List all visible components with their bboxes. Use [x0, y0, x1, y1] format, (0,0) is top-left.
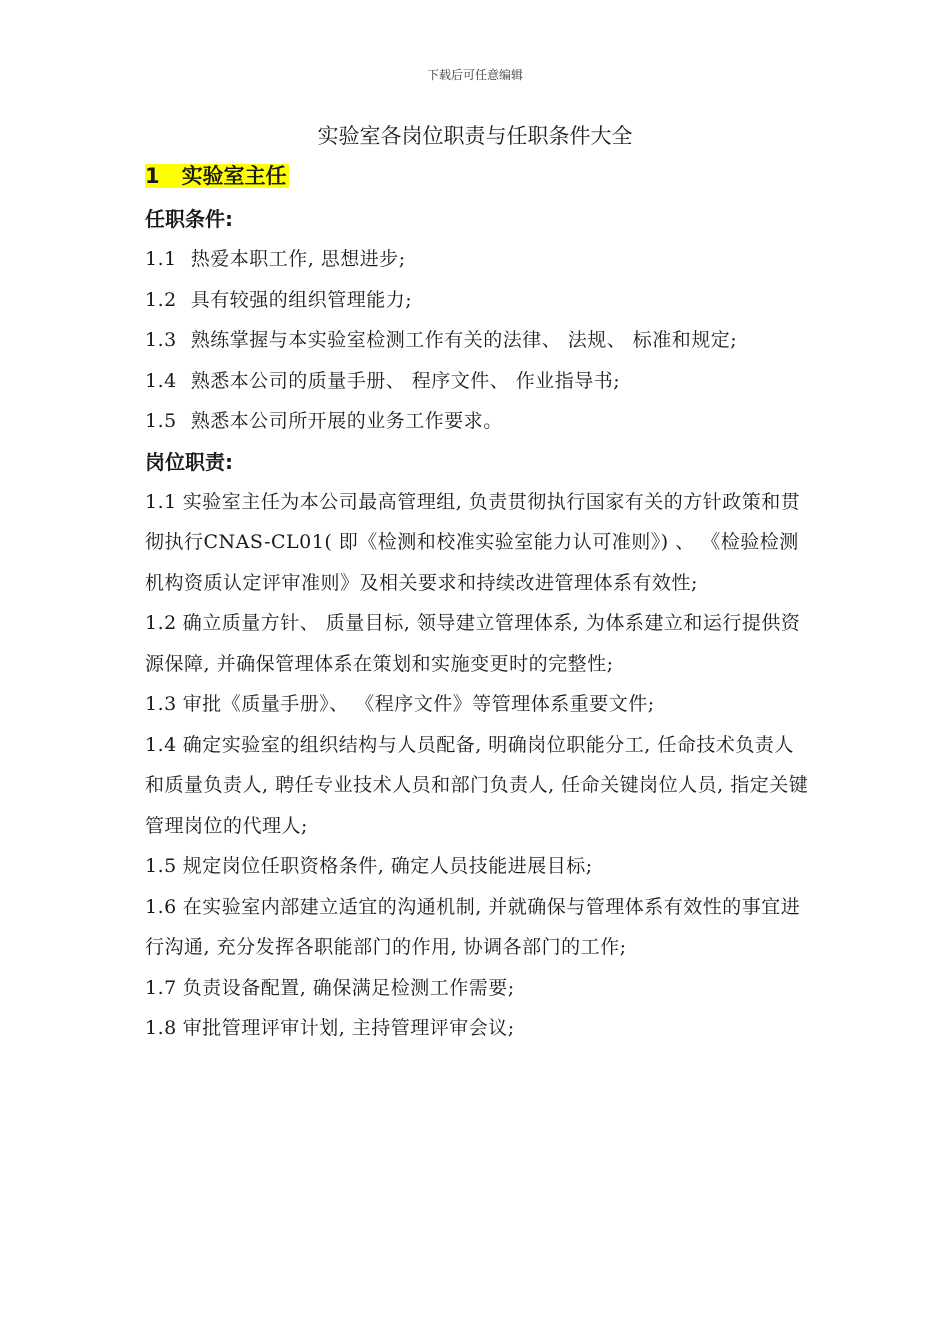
- item-text: 规定岗位任职资格条件, 确定人员技能进展目标;: [182, 855, 593, 877]
- duties-heading: 岗位职责:: [145, 449, 233, 474]
- duty-item: [145, 603, 810, 684]
- qualification-item: [145, 361, 810, 402]
- item-text: 实验室主任为本公司最高管理组, 负责贯彻执行国家有关的方针政策和贯彻执行CNAS-CL01( 即《检测和校准实验室能力认可准则》) 、 《检验检测机构资质认定评审准则》及相关要求和持续改进管理体系有效性;: [145, 490, 801, 594]
- item-number: 1.4: [145, 733, 177, 756]
- item-text: 确定实验室的组织结构与人员配备, 明确岗位职能分工, 任命技术负责人和质量负责人, 聘任专业技术人员和部门负责人, 任命关键岗位人员, 指定关键管理岗位的代理人;: [145, 733, 809, 837]
- duty-item: [145, 968, 810, 1009]
- item-number: 1.1: [145, 248, 177, 270]
- item-text: 热爱本职工作, 思想进步;: [190, 248, 406, 270]
- qualification-item: [145, 239, 810, 280]
- item-number: 1.3: [145, 329, 177, 351]
- section-heading: [145, 159, 810, 199]
- item-number: 1.2: [145, 612, 177, 634]
- item-number: 1.5: [145, 855, 177, 877]
- item-text: 审批《质量手册》、 《程序文件》等管理体系重要文件;: [182, 693, 655, 715]
- item-number: 1.1: [145, 490, 177, 513]
- duty-item: [145, 684, 810, 725]
- item-number: 1.8: [145, 1017, 177, 1039]
- item-number: 1.6: [145, 895, 177, 918]
- item-number: 1.4: [145, 369, 177, 392]
- document-body: [145, 159, 810, 1049]
- item-number: 1.5: [145, 410, 177, 432]
- duty-item: [145, 725, 810, 847]
- item-text: 具有较强的组织管理能力;: [190, 288, 413, 311]
- qualification-item: [145, 280, 810, 321]
- item-text: 负责设备配置, 确保满足检测工作需要;: [182, 976, 515, 999]
- qualification-item: [145, 401, 810, 442]
- duties-list: [145, 482, 810, 1049]
- item-number: 1.7: [145, 976, 177, 999]
- item-number: 1.2: [145, 288, 177, 311]
- item-text: 确立质量方针、 质量目标, 领导建立管理体系, 为体系建立和运行提供资源保障, 并确保管理体系在策划和实施变更时的完整性;: [145, 612, 801, 675]
- item-text: 在实验室内部建立适宜的沟通机制, 并就确保与管理体系有效性的事宜进行沟通, 充分发挥各职能部门的作用, 协调各部门的工作;: [145, 895, 801, 958]
- item-text: 熟悉本公司的质量手册、 程序文件、 作业指导书;: [190, 369, 621, 392]
- item-text: 熟悉本公司所开展的业务工作要求。: [190, 410, 503, 432]
- page-header-note: 下载后可任意编辑: [426, 68, 523, 82]
- section-number: 1: [145, 164, 160, 188]
- qualifications-heading: 任职条件:: [145, 207, 233, 231]
- duty-item: [145, 1008, 810, 1049]
- duty-item: [145, 482, 810, 604]
- qualifications-list: [145, 239, 810, 442]
- section-heading-highlight: [145, 164, 289, 188]
- item-text: 熟练掌握与本实验室检测工作有关的法律、 法规、 标准和规定;: [190, 329, 738, 351]
- item-text: 审批管理评审计划, 主持管理评审会议;: [182, 1017, 515, 1039]
- section-name: 实验室主任: [181, 164, 287, 188]
- item-number: 1.3: [145, 693, 177, 715]
- duty-item: [145, 887, 810, 968]
- document-title: 实验室各岗位职责与任职条件大全: [317, 124, 633, 148]
- duty-item: [145, 846, 810, 887]
- qualification-item: [145, 320, 810, 361]
